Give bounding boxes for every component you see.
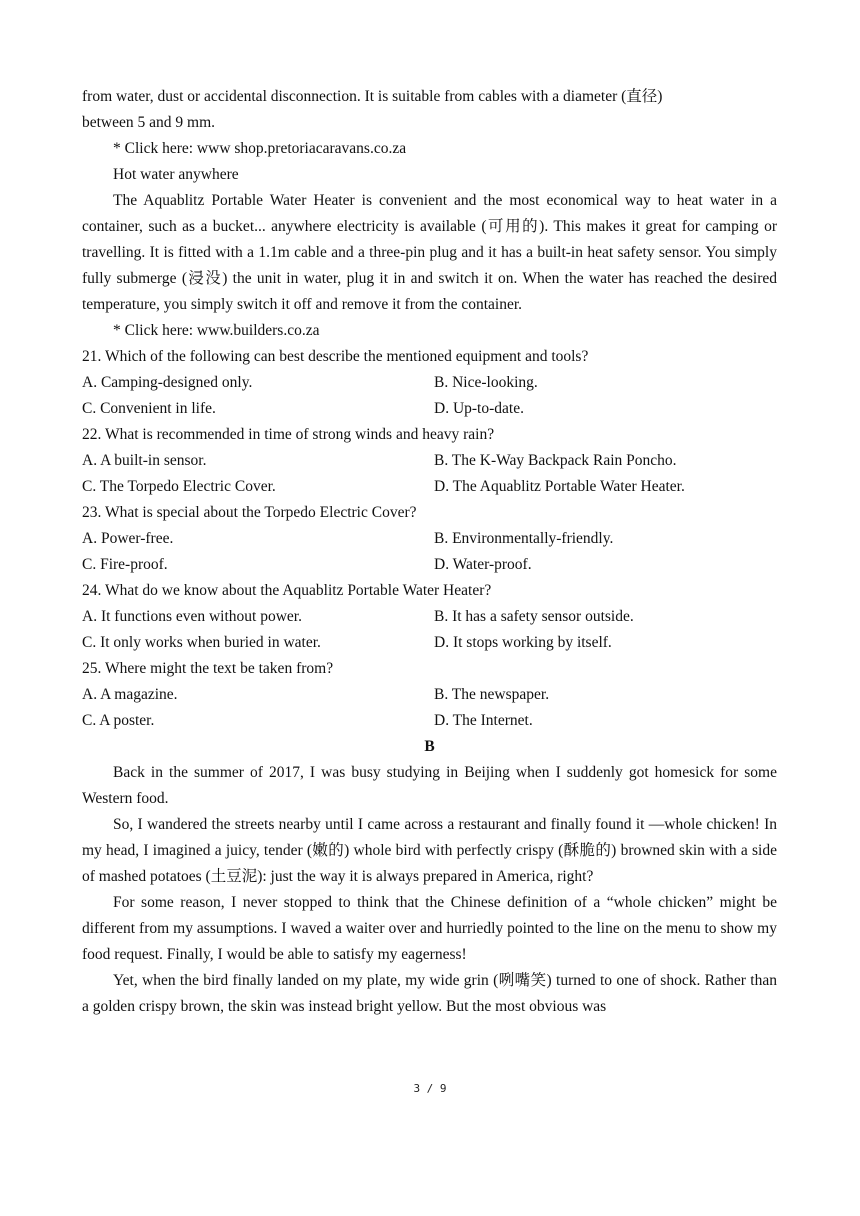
option-d: D. Up-to-date. — [434, 400, 524, 417]
question-block — [82, 500, 777, 578]
option-b: B. The newspaper. — [434, 686, 550, 703]
option-row — [82, 552, 777, 578]
option-d: D. Water-proof. — [434, 556, 532, 573]
option-b: B. Environmentally-friendly. — [434, 530, 614, 547]
option-c: C. The Torpedo Electric Cover. — [82, 478, 276, 495]
option-c: C. Convenient in life. — [82, 400, 216, 417]
question-block — [82, 422, 777, 500]
option-row — [82, 474, 777, 500]
question-text: 25. Where might the text be taken from? — [82, 660, 334, 677]
option-row — [82, 604, 777, 630]
option-row — [82, 708, 777, 734]
question-text: 22. What is recommended in time of strong winds and heavy rain? — [82, 426, 495, 443]
paragraph: The Aquablitz Portable Water Heater is convenient and the most economical way to heat water in a container, such as a bucket... anywhere electricity is available (可用的). This makes it great for camping or travelling. It is fitted with a 1.1m cable and a three-pin plug and it has a built-in heat safety sensor. You simply fully submerge (浸没) the unit in water, plug it in and switch it on. When the water has reached the desired temperature, you simply switch it off and remove it from the container. — [82, 192, 777, 313]
page-content — [82, 84, 777, 1020]
page-number: 3 / 9 — [413, 1082, 447, 1095]
question-text: 24. What do we know about the Aquablitz Portable Water Heater? — [82, 582, 492, 599]
question-block — [82, 656, 777, 734]
option-a: A. Camping-designed only. — [82, 374, 253, 391]
paragraph: Yet, when the bird finally landed on my plate, my wide grin (咧嘴笑) turned to one of shock. Rather than a golden crispy brown, the skin was instead bright yellow. But the most obvious was — [82, 972, 777, 1015]
paragraph: Back in the summer of 2017, I was busy studying in Beijing when I suddenly got homesick for some Western food. — [82, 764, 777, 807]
option-d: D. It stops working by itself. — [434, 634, 612, 651]
option-c: C. Fire-proof. — [82, 556, 168, 573]
option-a: A. Power-free. — [82, 530, 174, 547]
option-d: D. The Internet. — [434, 712, 533, 729]
option-a: A. A magazine. — [82, 686, 178, 703]
option-a: A. A built-in sensor. — [82, 452, 207, 469]
question-block — [82, 344, 777, 422]
option-b: B. Nice-looking. — [434, 374, 538, 391]
subheading: Hot water anywhere — [113, 166, 239, 183]
option-b: B. The K-Way Backpack Rain Poncho. — [434, 452, 677, 469]
link-line: * Click here: www.builders.co.za — [113, 322, 320, 339]
option-row — [82, 682, 777, 708]
option-c: C. It only works when buried in water. — [82, 634, 321, 651]
option-row — [82, 396, 777, 422]
option-row — [82, 448, 777, 474]
option-a: A. It functions even without power. — [82, 608, 302, 625]
link-line: * Click here: www shop.pretoriacaravans.co.za — [113, 140, 407, 157]
option-row — [82, 370, 777, 396]
text-line: from water, dust or accidental disconnection. It is suitable from cables with a diameter (直径) — [82, 88, 663, 105]
section-title: B — [424, 738, 435, 755]
paragraph: So, I wandered the streets nearby until I came across a restaurant and finally found it —whole chicken! In my head, I imagined a juicy, tender (嫩的) whole bird with perfectly crispy (酥脆的) browned skin with a side of mashed potatoes (土豆泥): just the way it is always prepared in America, right? — [82, 816, 777, 885]
question-text: 21. Which of the following can best describe the mentioned equipment and tools? — [82, 348, 589, 365]
option-b: B. It has a safety sensor outside. — [434, 608, 634, 625]
option-row — [82, 526, 777, 552]
text-line: between 5 and 9 mm. — [82, 114, 216, 131]
paragraph: For some reason, I never stopped to think that the Chinese definition of a “whole chicken” might be different from my assumptions. I waved a waiter over and hurriedly pointed to the line on the menu to show my food request. Finally, I would be able to satisfy my eagerness! — [82, 894, 777, 963]
question-text: 23. What is special about the Torpedo Electric Cover? — [82, 504, 417, 521]
option-d: D. The Aquablitz Portable Water Heater. — [434, 478, 685, 495]
option-row — [82, 630, 777, 656]
option-c: C. A poster. — [82, 712, 155, 729]
question-block — [82, 578, 777, 656]
